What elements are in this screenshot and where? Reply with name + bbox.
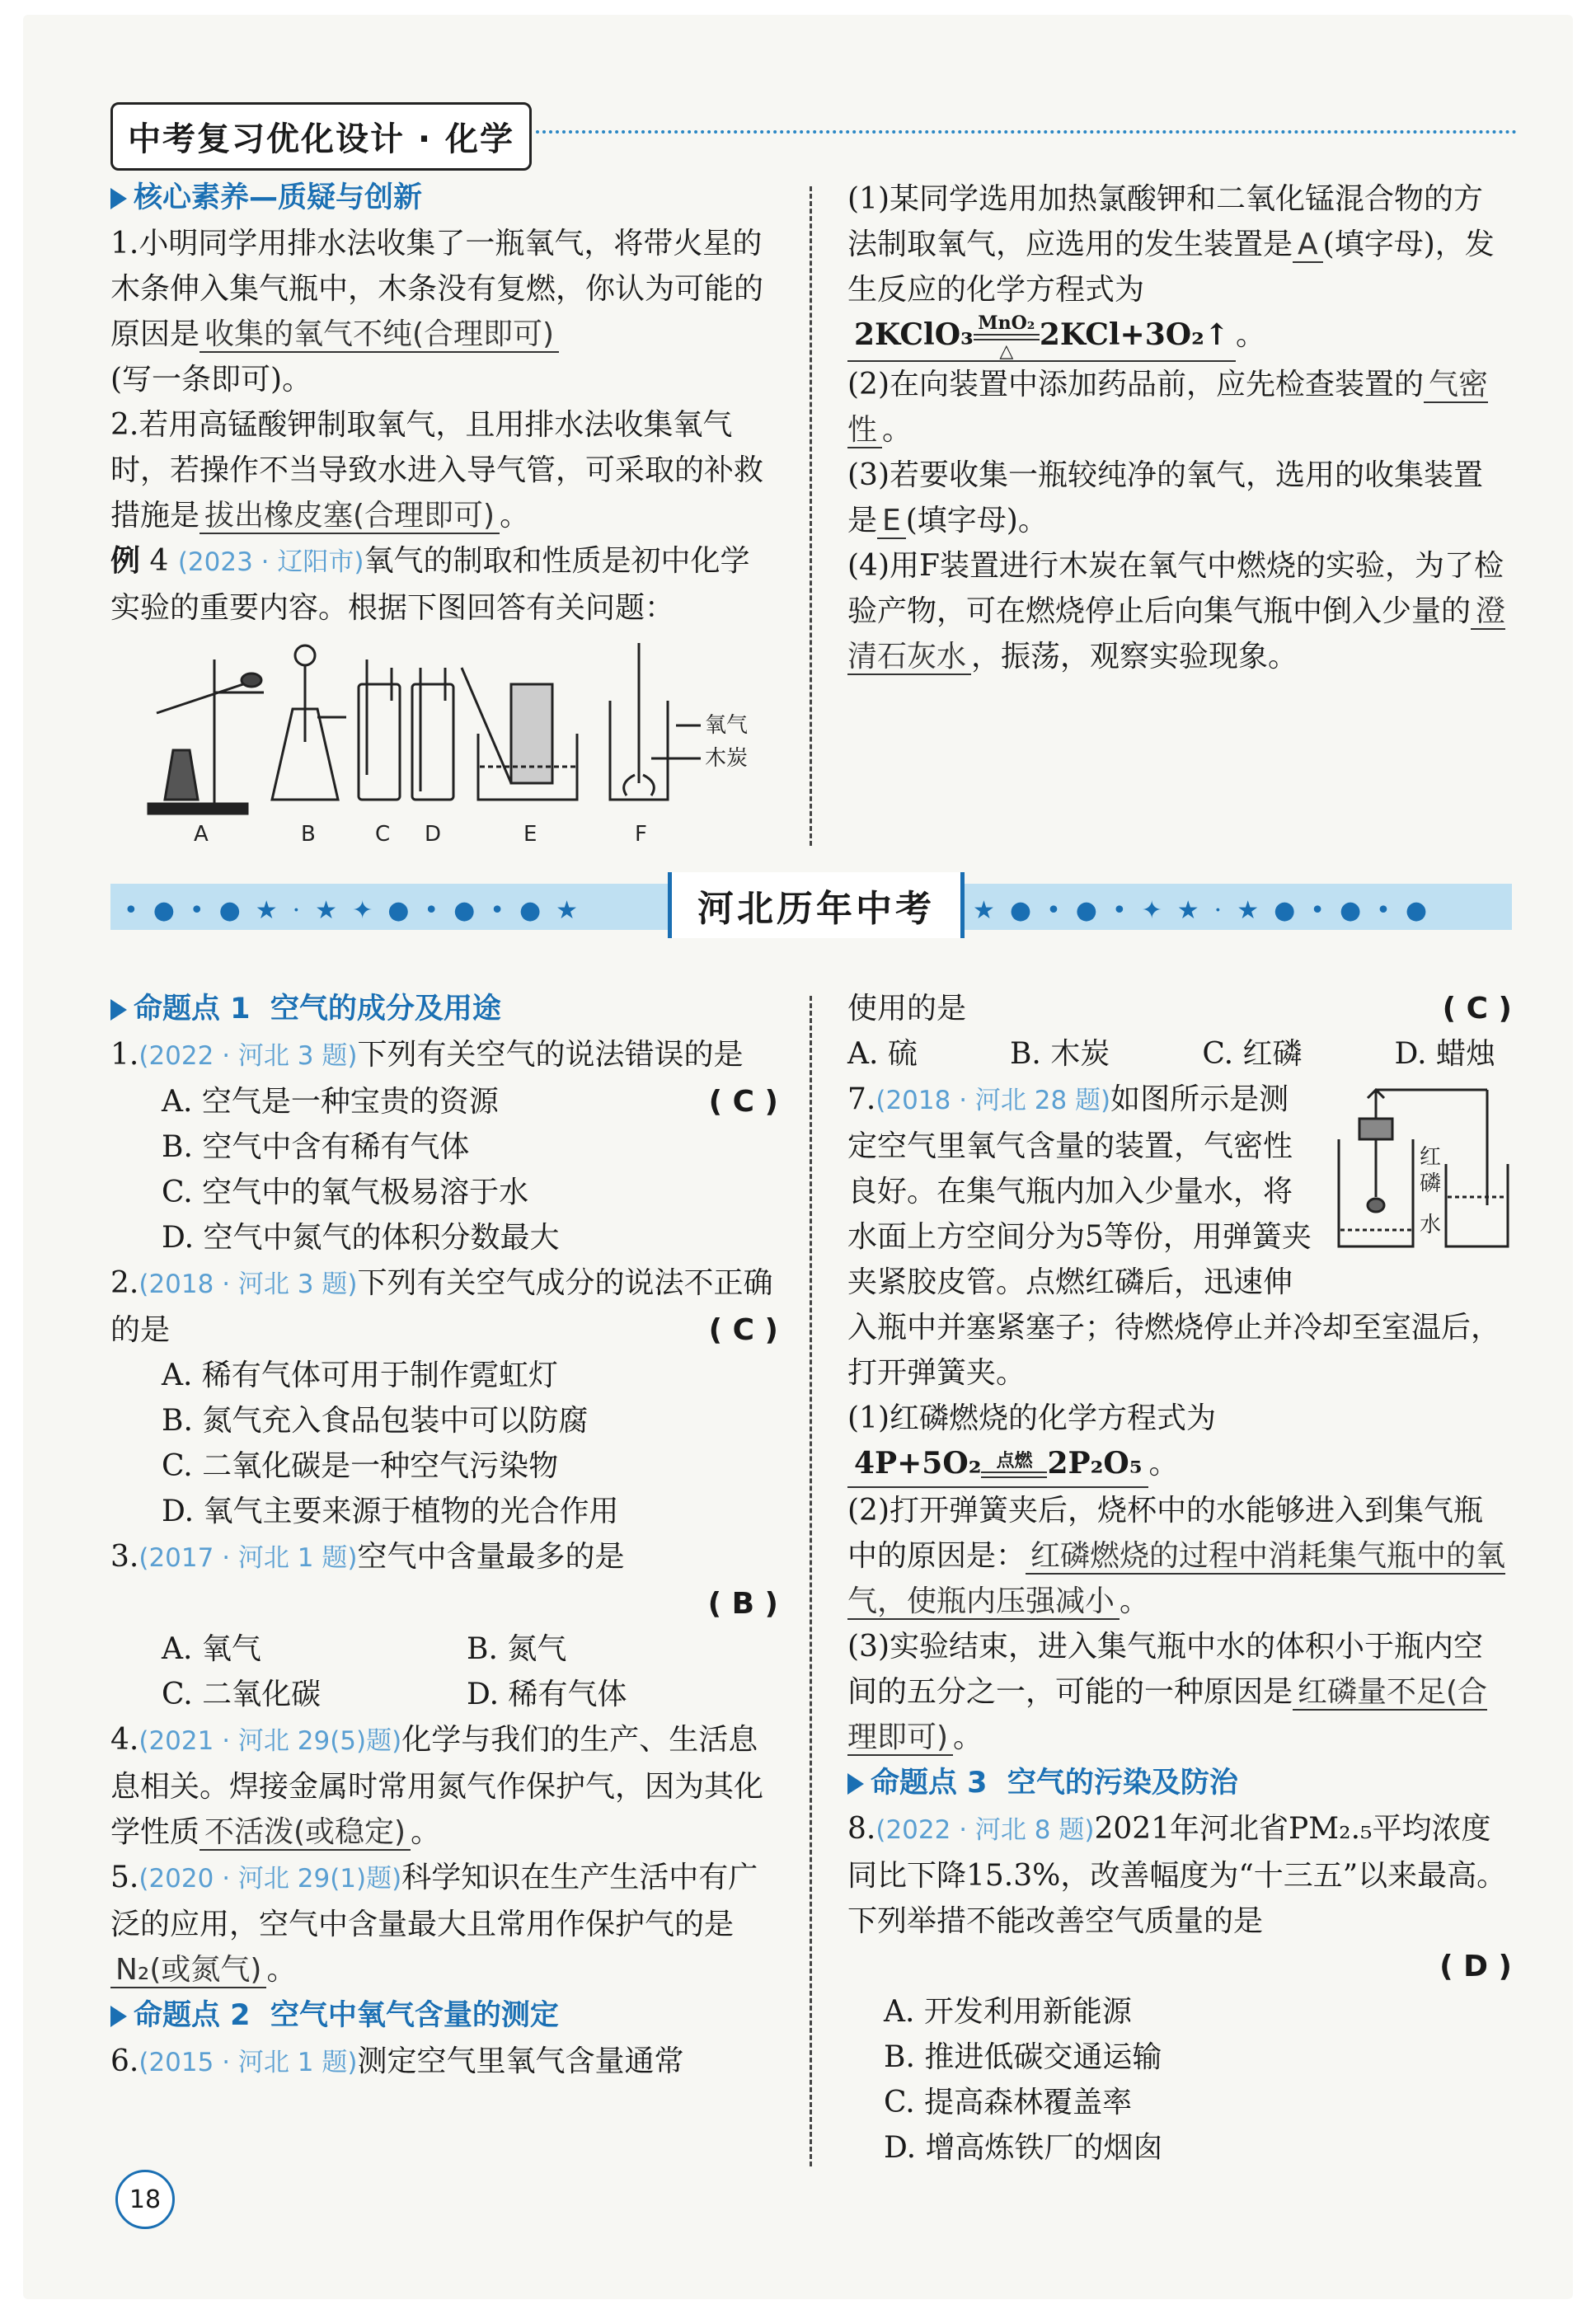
- label-e: E: [523, 822, 537, 847]
- answer-1: 收集的氧气不纯(合理即可): [200, 317, 559, 353]
- answer-b8: ( D ): [1439, 1950, 1512, 1983]
- label-hong: 红: [1420, 1145, 1442, 1170]
- header-dotted-rule: [536, 130, 1517, 134]
- q7-part-3: (3)实验结束，进入集气瓶中水的体积小于瓶内空间的五分之一，可能的一种原因是 红磷量不足(合理即可) 。: [847, 1630, 1488, 1754]
- part-2: (2)在向装置中添加药品前，应先检查装置的 气密性 。: [847, 368, 1489, 447]
- answer-p4: 澄清石灰水: [847, 594, 1506, 674]
- answer-b5: N₂(或氮气): [110, 1953, 266, 1988]
- example-4: 例 4 (2023 · 辽阳市)氧气的制取和性质是初中化学实验的重要内容。根据下图回答有关问题：: [110, 543, 750, 625]
- topic-3-heading: 命题点 3 空气的污染及防治: [847, 1760, 1512, 1806]
- option-a: A. 稀有气体可用于制作霓虹灯: [162, 1359, 558, 1392]
- triangle-icon: [110, 188, 127, 209]
- label-a: A: [194, 822, 209, 847]
- label-d: D: [425, 822, 442, 847]
- option-c: C. 空气中的氧气极易溶于水: [162, 1176, 529, 1209]
- options-row: A. 硫 B. 木炭 C. 红磷 D. 蜡烛: [847, 1037, 1495, 1071]
- option-b: B. 空气中含有稀有气体: [162, 1130, 470, 1164]
- section-heading: 核心素养—质疑与创新: [110, 175, 778, 221]
- answer-p1: A: [1293, 228, 1323, 263]
- equation-1: 2KClO₃ MnO₂ △ 2KCl+3O₂↑: [847, 312, 1236, 362]
- page-header: 中考复习优化设计 · 化学: [110, 102, 532, 171]
- triangle-icon: [847, 1773, 864, 1795]
- question-1: 1.小明同学用排水法收集了一瓶氧气，将带火星的木条伸入集气瓶中，木条没有复燃，你认为可能的原因是 收集的氧气不纯(合理即可) (写一条即可)。: [110, 227, 764, 397]
- triangle-icon: [110, 2006, 127, 2027]
- question-b8: 8.(2022 · 河北 8 题)2021年河北省PM₂.₅平均浓度同比下降15.3%，改善幅度为“十三五”以来最高。下列举措不能改善空气质量的是: [847, 1812, 1507, 1938]
- apparatus-figure: [140, 635, 783, 849]
- answer-p2: 气密性: [847, 368, 1489, 447]
- apparatus-a-icon: [148, 659, 264, 814]
- part-4: (4)用F装置进行木炭在氧气中燃烧的实验，为了检验产物，可在燃烧停止后向集气瓶中倒入少量的 澄清石灰水 ，振荡，观察实验现象。: [847, 549, 1506, 674]
- banner-dots-right: ★●•●•✦★·★●•●•●: [973, 896, 1443, 925]
- option-b: B. 推进低碳交通运输: [884, 2040, 1162, 2074]
- q7-part-2: (2)打开弹簧夹后，烧杯中的水能够进入到集气瓶中的原因是： 红磷燃烧的过程中消耗集气瓶中的氧气，使瓶内压强减小 。: [847, 1494, 1506, 1618]
- column-divider-top: [810, 186, 812, 846]
- q7-part-1: (1)红磷燃烧的化学方程式为 4P+5O₂ 点燃 2P₂O₅ 。: [847, 1396, 1512, 1488]
- label-lin: 磷: [1420, 1171, 1442, 1196]
- label-c: C: [375, 822, 391, 847]
- option-b: B. 氮气充入食品包装中可以防腐: [162, 1404, 589, 1438]
- banner-dots-left: •●•●★·★✦●•●•●★: [124, 896, 594, 925]
- option-d: D. 空气中氮气的体积分数最大: [162, 1221, 560, 1255]
- label-b: B: [301, 822, 316, 847]
- topic-2-heading: 命题点 2 空气中氧气含量的测定: [110, 1992, 778, 2039]
- question-b2: 2.(2018 · 河北 3 题)下列有关空气成分的说法不正确的是 ( C ): [110, 1266, 778, 1347]
- topic-1-heading: 命题点 1 空气的成分及用途: [110, 986, 778, 1032]
- page-number: 18: [115, 2170, 175, 2229]
- question-2: 2.若用高锰酸钾制取氧气，且用排水法收集氧气时，若操作不当导致水进入导气管，可采取的补救措施是 拔出橡皮塞(合理即可) 。: [110, 408, 764, 533]
- triangle-icon: [110, 999, 127, 1021]
- option-d: D. 增高炼铁厂的烟囱: [884, 2131, 1163, 2165]
- top-left-column: [110, 175, 778, 631]
- apparatus-b-icon: [272, 645, 346, 800]
- answer-q7-p2: 红磷燃烧的过程中消耗集气瓶中的氧气，使瓶内压强减小: [847, 1539, 1506, 1618]
- question-b7: 红 磷 水 7.(2018 · 河北 28 题)如图所示是测定空气里氧气含量的装置，气密性良好。在集气瓶内加入少量水，将水面上方空间分为5等份，用弹簧夹夹紧胶皮管。点燃红磷后，迅速伸入瓶中并塞紧塞子；待燃烧停止并冷却至室温后，打开弹簧夹。: [847, 1077, 1512, 1396]
- answer-b4: 不活泼(或稳定): [200, 1815, 411, 1851]
- bottom-left-column: [110, 986, 778, 2086]
- apparatus-e-icon: [462, 668, 577, 800]
- apparatus-f-icon: [610, 643, 701, 800]
- option-c: C. 二氧化碳是一种空气污染物: [162, 1449, 559, 1483]
- label-oxygen: 氧气: [705, 713, 749, 738]
- column-divider-bottom: [810, 996, 812, 2166]
- label-charcoal: 木炭: [705, 746, 749, 771]
- question-b6-continued: 使用的是 ( C ): [847, 992, 1512, 1026]
- apparatus-c-icon: [359, 659, 400, 800]
- options-row: C. 二氧化碳 D. 稀有气体: [162, 1678, 627, 1711]
- banner-title: 河北历年中考: [668, 872, 965, 938]
- answer-b3: ( B ): [707, 1587, 778, 1621]
- answer-p3: E: [877, 504, 906, 539]
- option-d: D. 氧气主要来源于植物的光合作用: [162, 1495, 619, 1528]
- oxygen-measurement-figure: [1322, 1082, 1512, 1271]
- label-f: F: [635, 822, 647, 847]
- bottom-right-column: [847, 986, 1512, 2171]
- option-c: C. 提高森林覆盖率: [884, 2086, 1133, 2119]
- part-3: (3)若要收集一瓶较纯净的氧气，选用的收集装置是 E (填字母)。: [847, 458, 1483, 537]
- option-a: A. 空气是一种宝贵的资源: [162, 1085, 499, 1119]
- option-a: A. 开发利用新能源: [884, 1995, 1132, 2029]
- answer-q7-p3: 红磷量不足(合理即可): [847, 1675, 1488, 1754]
- question-b3: 3.(2017 · 河北 1 题)空气中含量最多的是: [110, 1540, 625, 1574]
- apparatus-d-icon: [412, 668, 453, 800]
- label-water: 水: [1420, 1213, 1442, 1237]
- equation-2: 4P+5O₂ 点燃 2P₂O₅: [847, 1441, 1148, 1488]
- question-b6: 6.(2015 · 河北 1 题)测定空气里氧气含量通常: [110, 2044, 684, 2078]
- options-row: A. 氧气 B. 氮气: [162, 1632, 567, 1666]
- question-b5: 5.(2020 · 河北 29(1)题)科学知识在生产生活中有广泛的应用，空气中含量最大且常用作保护气的是N₂(或氮气) 。: [110, 1861, 758, 1987]
- part-1: (1)某同学选用加热氯酸钾和二氧化锰混合物的方法制取氧气，应选用的发生装置是 A (填字母)，发生反应的化学方程式为 2KClO₃ MnO₂ △ 2KCl+3O₂↑ 。: [847, 182, 1495, 362]
- answer-2: 拔出橡皮塞(合理即可): [200, 499, 500, 534]
- question-b1: 1.(2022 · 河北 3 题)下列有关空气的说法错误的是 ( C ): [110, 1038, 778, 1119]
- question-b4: 4.(2021 · 河北 29(5)题)化学与我们的生产、生活息息相关。焊接金属时常用氮气作保护气，因为其化学性质 不活泼(或稳定) 。: [110, 1723, 764, 1849]
- top-right-column: [847, 176, 1512, 679]
